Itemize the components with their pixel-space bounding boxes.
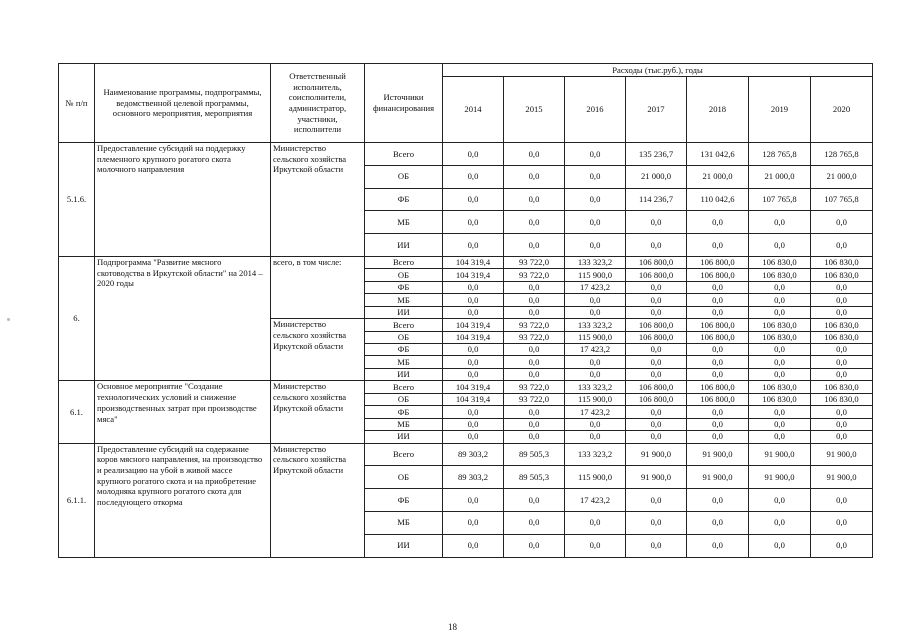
year-header: 2019 [749, 77, 811, 143]
amount-cell: 0,0 [504, 234, 565, 257]
funding-source: ОБ [365, 393, 443, 405]
amount-cell: 106 830,0 [749, 269, 811, 281]
amount-cell: 0,0 [504, 368, 565, 380]
amount-cell: 0,0 [749, 306, 811, 318]
amount-cell: 0,0 [565, 356, 626, 368]
amount-cell: 0,0 [749, 368, 811, 380]
amount-cell: 110 042,6 [687, 188, 749, 211]
amount-cell: 89 303,2 [443, 466, 504, 489]
amount-cell: 133 323,2 [565, 443, 626, 466]
amount-cell: 0,0 [811, 344, 873, 356]
amount-cell: 93 722,0 [504, 331, 565, 343]
amount-cell: 107 765,8 [749, 188, 811, 211]
funding-source: ОБ [365, 466, 443, 489]
amount-cell: 106 830,0 [749, 381, 811, 393]
funding-source: МБ [365, 294, 443, 306]
amount-cell: 106 830,0 [811, 256, 873, 268]
amount-cell: 89 303,2 [443, 443, 504, 466]
amount-cell: 106 830,0 [749, 393, 811, 405]
amount-cell: 0,0 [626, 294, 687, 306]
row-executor: всего, в том числе: [271, 256, 365, 318]
amount-cell: 0,0 [749, 344, 811, 356]
amount-cell: 106 830,0 [811, 269, 873, 281]
header-executor: Ответственный исполнитель, соисполнители, администратор, участники, исполнители [271, 64, 365, 143]
amount-cell: 106 830,0 [811, 381, 873, 393]
amount-cell: 104 319,4 [443, 393, 504, 405]
amount-cell: 0,0 [687, 306, 749, 318]
amount-cell: 91 900,0 [626, 443, 687, 466]
funding-source: Всего [365, 143, 443, 166]
amount-cell: 0,0 [811, 489, 873, 512]
amount-cell: 17 423,2 [565, 406, 626, 418]
funding-source: ФБ [365, 188, 443, 211]
amount-cell: 0,0 [626, 356, 687, 368]
row-title: Предоставление субсидий на поддержку племенного крупного рогатого скота молочного направления [95, 143, 271, 257]
amount-cell: 133 323,2 [565, 381, 626, 393]
amount-cell: 0,0 [443, 234, 504, 257]
amount-cell: 106 830,0 [811, 331, 873, 343]
funding-source: ИИ [365, 431, 443, 443]
amount-cell: 0,0 [504, 211, 565, 234]
amount-cell: 21 000,0 [626, 165, 687, 188]
amount-cell: 0,0 [504, 165, 565, 188]
amount-cell: 17 423,2 [565, 281, 626, 293]
row-number: 6. [59, 256, 95, 380]
amount-cell: 104 319,4 [443, 256, 504, 268]
amount-cell: 0,0 [443, 188, 504, 211]
amount-cell: 0,0 [687, 234, 749, 257]
amount-cell: 0,0 [749, 281, 811, 293]
amount-cell: 104 319,4 [443, 331, 504, 343]
row-title: Подпрограмма "Развитие мясного скотоводства в Иркутской области" на 2014 – 2020 годы [95, 256, 271, 380]
funding-source: Всего [365, 319, 443, 331]
amount-cell: 0,0 [687, 431, 749, 443]
amount-cell: 91 900,0 [749, 443, 811, 466]
amount-cell: 115 900,0 [565, 393, 626, 405]
amount-cell: 0,0 [687, 511, 749, 534]
year-header: 2014 [443, 77, 504, 143]
year-header: 2020 [811, 77, 873, 143]
amount-cell: 0,0 [626, 306, 687, 318]
amount-cell: 0,0 [749, 406, 811, 418]
amount-cell: 0,0 [565, 234, 626, 257]
amount-cell: 0,0 [687, 406, 749, 418]
amount-cell: 0,0 [443, 143, 504, 166]
funding-source: МБ [365, 511, 443, 534]
amount-cell: 89 505,3 [504, 466, 565, 489]
amount-cell: 0,0 [443, 418, 504, 430]
amount-cell: 0,0 [626, 281, 687, 293]
amount-cell: 21 000,0 [811, 165, 873, 188]
amount-cell: 91 900,0 [626, 466, 687, 489]
year-header: 2017 [626, 77, 687, 143]
row-number: 5.1.6. [59, 143, 95, 257]
amount-cell: 0,0 [504, 294, 565, 306]
row-title: Предоставление субсидий на содержание коров мясного направления, на производство и реализацию на убой в живой массе крупного рогатого скота и на приобретение молодняка крупного рогатого скота для последующего откорма [95, 443, 271, 557]
amount-cell: 0,0 [749, 234, 811, 257]
funding-source: ИИ [365, 234, 443, 257]
table-row [59, 143, 873, 166]
amount-cell: 0,0 [443, 534, 504, 557]
amount-cell: 106 800,0 [626, 393, 687, 405]
amount-cell: 0,0 [626, 234, 687, 257]
amount-cell: 0,0 [811, 406, 873, 418]
funding-source: ОБ [365, 269, 443, 281]
amount-cell: 107 765,8 [811, 188, 873, 211]
page-number: 18 [448, 622, 457, 632]
header-name: Наименование программы, подпрограммы, ведомственной целевой программы, основного мероприятия, мероприятия [95, 64, 271, 143]
amount-cell: 104 319,4 [443, 381, 504, 393]
amount-cell: 0,0 [687, 344, 749, 356]
amount-cell: 21 000,0 [687, 165, 749, 188]
budget-table [58, 63, 873, 558]
amount-cell: 0,0 [749, 211, 811, 234]
table-row [59, 256, 873, 268]
amount-cell: 0,0 [443, 294, 504, 306]
funding-source: ОБ [365, 331, 443, 343]
funding-source: Всего [365, 443, 443, 466]
funding-source: МБ [365, 356, 443, 368]
amount-cell: 0,0 [687, 356, 749, 368]
header-source: Источники финансирования [365, 64, 443, 143]
amount-cell: 0,0 [504, 281, 565, 293]
amount-cell: 0,0 [749, 511, 811, 534]
amount-cell: 0,0 [811, 418, 873, 430]
amount-cell: 0,0 [749, 418, 811, 430]
amount-cell: 0,0 [749, 431, 811, 443]
amount-cell: 106 800,0 [687, 381, 749, 393]
table-row [59, 443, 873, 466]
amount-cell: 0,0 [565, 294, 626, 306]
amount-cell: 0,0 [626, 431, 687, 443]
amount-cell: 0,0 [504, 431, 565, 443]
amount-cell: 128 765,8 [749, 143, 811, 166]
amount-cell: 89 505,3 [504, 443, 565, 466]
amount-cell: 131 042,6 [687, 143, 749, 166]
amount-cell: 0,0 [626, 211, 687, 234]
amount-cell: 0,0 [504, 489, 565, 512]
amount-cell: 0,0 [811, 211, 873, 234]
amount-cell: 0,0 [565, 143, 626, 166]
amount-cell: 0,0 [626, 406, 687, 418]
amount-cell: 0,0 [811, 511, 873, 534]
amount-cell: 106 830,0 [811, 393, 873, 405]
row-number: 6.1. [59, 381, 95, 443]
amount-cell: 106 830,0 [749, 256, 811, 268]
funding-source: ИИ [365, 534, 443, 557]
amount-cell: 0,0 [626, 368, 687, 380]
amount-cell: 93 722,0 [504, 256, 565, 268]
amount-cell: 106 830,0 [749, 331, 811, 343]
amount-cell: 0,0 [687, 418, 749, 430]
amount-cell: 0,0 [504, 344, 565, 356]
amount-cell: 115 900,0 [565, 269, 626, 281]
header-num: № п/п [59, 64, 95, 143]
year-header: 2015 [504, 77, 565, 143]
funding-source: ОБ [365, 165, 443, 188]
amount-cell: 0,0 [504, 534, 565, 557]
amount-cell: 128 765,8 [811, 143, 873, 166]
amount-cell: 93 722,0 [504, 269, 565, 281]
funding-source: Всего [365, 256, 443, 268]
amount-cell: 0,0 [443, 211, 504, 234]
amount-cell: 0,0 [443, 356, 504, 368]
amount-cell: 0,0 [811, 281, 873, 293]
funding-source: ФБ [365, 406, 443, 418]
header-expenses: Расходы (тыс.руб.), годы [443, 64, 873, 77]
amount-cell: 133 323,2 [565, 256, 626, 268]
amount-cell: 0,0 [443, 368, 504, 380]
amount-cell: 106 830,0 [749, 319, 811, 331]
amount-cell: 0,0 [565, 188, 626, 211]
amount-cell: 106 800,0 [687, 331, 749, 343]
row-title: Основное мероприятие "Создание технологических условий и снижение производственных затрат при производстве мяса" [95, 381, 271, 443]
amount-cell: 0,0 [504, 511, 565, 534]
amount-cell: 0,0 [687, 294, 749, 306]
amount-cell: 0,0 [811, 234, 873, 257]
amount-cell: 106 800,0 [687, 256, 749, 268]
amount-cell: 0,0 [687, 489, 749, 512]
amount-cell: 106 800,0 [687, 393, 749, 405]
amount-cell: 0,0 [811, 368, 873, 380]
amount-cell: 0,0 [504, 306, 565, 318]
amount-cell: 0,0 [811, 294, 873, 306]
amount-cell: 0,0 [749, 489, 811, 512]
amount-cell: 93 722,0 [504, 393, 565, 405]
amount-cell: 0,0 [687, 281, 749, 293]
amount-cell: 0,0 [443, 406, 504, 418]
amount-cell: 0,0 [626, 534, 687, 557]
funding-source: ИИ [365, 368, 443, 380]
amount-cell: 106 830,0 [811, 319, 873, 331]
amount-cell: 0,0 [687, 534, 749, 557]
amount-cell: 0,0 [565, 534, 626, 557]
funding-source: ФБ [365, 344, 443, 356]
amount-cell: 0,0 [811, 306, 873, 318]
amount-cell: 104 319,4 [443, 269, 504, 281]
amount-cell: 91 900,0 [749, 466, 811, 489]
amount-cell: 91 900,0 [687, 443, 749, 466]
amount-cell: 0,0 [565, 511, 626, 534]
amount-cell: 135 236,7 [626, 143, 687, 166]
funding-source: МБ [365, 211, 443, 234]
amount-cell: 0,0 [811, 431, 873, 443]
amount-cell: 0,0 [565, 306, 626, 318]
amount-cell: 93 722,0 [504, 319, 565, 331]
amount-cell: 0,0 [749, 356, 811, 368]
amount-cell: 0,0 [626, 511, 687, 534]
amount-cell: 106 800,0 [687, 269, 749, 281]
amount-cell: 106 800,0 [626, 319, 687, 331]
amount-cell: 91 900,0 [811, 443, 873, 466]
funding-source: ФБ [365, 281, 443, 293]
amount-cell: 106 800,0 [626, 256, 687, 268]
amount-cell: 115 900,0 [565, 331, 626, 343]
amount-cell: 0,0 [687, 211, 749, 234]
amount-cell: 93 722,0 [504, 381, 565, 393]
amount-cell: 106 800,0 [626, 331, 687, 343]
amount-cell: 106 800,0 [626, 381, 687, 393]
row-executor: Министерство сельского хозяйства Иркутской области [271, 319, 365, 381]
amount-cell: 0,0 [749, 534, 811, 557]
amount-cell: 0,0 [443, 281, 504, 293]
amount-cell: 0,0 [626, 418, 687, 430]
year-header: 2016 [565, 77, 626, 143]
year-header: 2018 [687, 77, 749, 143]
amount-cell: 115 900,0 [565, 466, 626, 489]
amount-cell: 0,0 [443, 431, 504, 443]
row-executor: Министерство сельского хозяйства Иркутской области [271, 143, 365, 257]
amount-cell: 17 423,2 [565, 344, 626, 356]
amount-cell: 0,0 [565, 418, 626, 430]
amount-cell: 0,0 [504, 188, 565, 211]
amount-cell: 0,0 [626, 489, 687, 512]
amount-cell: 106 800,0 [687, 319, 749, 331]
amount-cell: 0,0 [565, 431, 626, 443]
row-executor: Министерство сельского хозяйства Иркутской области [271, 443, 365, 557]
funding-source: МБ [365, 418, 443, 430]
amount-cell: 106 800,0 [626, 269, 687, 281]
amount-cell: 104 319,4 [443, 319, 504, 331]
amount-cell: 0,0 [504, 356, 565, 368]
scan-dot [7, 318, 10, 321]
amount-cell: 0,0 [811, 356, 873, 368]
amount-cell: 0,0 [811, 534, 873, 557]
amount-cell: 91 900,0 [687, 466, 749, 489]
amount-cell: 0,0 [565, 368, 626, 380]
funding-source: ФБ [365, 489, 443, 512]
amount-cell: 0,0 [504, 143, 565, 166]
funding-source: Всего [365, 381, 443, 393]
amount-cell: 17 423,2 [565, 489, 626, 512]
amount-cell: 0,0 [749, 294, 811, 306]
row-executor: Министерство сельского хозяйства Иркутской области [271, 381, 365, 443]
amount-cell: 0,0 [443, 165, 504, 188]
amount-cell: 0,0 [443, 489, 504, 512]
amount-cell: 133 323,2 [565, 319, 626, 331]
amount-cell: 0,0 [504, 406, 565, 418]
amount-cell: 0,0 [687, 368, 749, 380]
amount-cell: 0,0 [443, 511, 504, 534]
table-row [59, 381, 873, 393]
amount-cell: 0,0 [565, 211, 626, 234]
amount-cell: 114 236,7 [626, 188, 687, 211]
amount-cell: 0,0 [443, 344, 504, 356]
row-number: 6.1.1. [59, 443, 95, 557]
funding-source: ИИ [365, 306, 443, 318]
amount-cell: 0,0 [504, 418, 565, 430]
amount-cell: 0,0 [443, 306, 504, 318]
amount-cell: 0,0 [565, 165, 626, 188]
amount-cell: 91 900,0 [811, 466, 873, 489]
amount-cell: 0,0 [626, 344, 687, 356]
amount-cell: 21 000,0 [749, 165, 811, 188]
